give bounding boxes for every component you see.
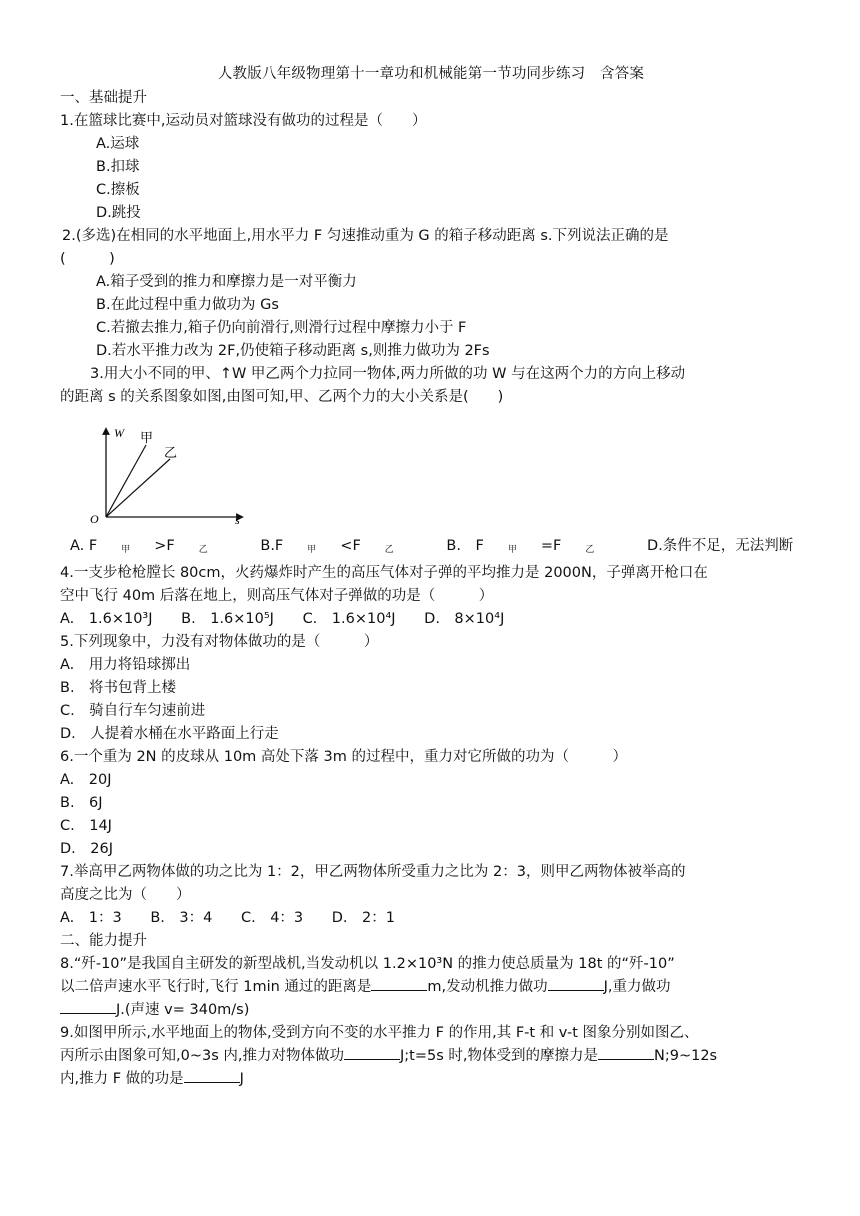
graph-line-yi-label: 乙	[164, 446, 178, 461]
question-9-line3: 内,推力 F 做的功是 J	[60, 1068, 802, 1091]
answer-blank-thrust-work[interactable]	[548, 976, 604, 991]
graph-line-jia	[106, 445, 146, 517]
question-4-stem-cont: 空中飞行 40m 后落在地上，则高压气体对子弹做的功是（ ）	[60, 588, 494, 604]
graph-line-jia-label: 甲	[140, 431, 154, 446]
question-8-line1: 8.“歼-10”是我国自主研发的新型战机,当发动机以 1.2×10³N 的推力使总质量为 18t 的“歼-10”	[60, 956, 675, 972]
graph-origin-label: O	[90, 512, 99, 525]
question-6-option-b: B. 6J	[60, 795, 103, 811]
question-4-options	[60, 608, 802, 631]
question-5-option-d: D. 人提着水桶在水平路面上行走	[60, 726, 279, 742]
graph-y-label: W	[114, 426, 124, 440]
question-2-option-b: B.在此过程中重力做功为 Gs	[96, 297, 279, 313]
question-7-options	[60, 907, 802, 930]
question-5-option-b: B. 将书包背上楼	[60, 680, 177, 696]
question-1-option-b: B.扣球	[96, 159, 140, 175]
question-3-stem-cont: 的距离 s 的关系图象如图,由图可知,甲、乙两个力的大小关系是( )	[60, 389, 504, 405]
question-6-option-d: D. 26J	[60, 841, 114, 857]
answer-blank-gravity-work[interactable]	[60, 999, 116, 1014]
question-6-option-a: A. 20J	[60, 772, 112, 788]
question-3-stem: 3.用大小不同的甲、↑W 甲乙两个力拉同一物体,两力所做的功 W 与在这两个力的方向上移动	[90, 366, 686, 382]
answer-blank-work-0-3s[interactable]	[344, 1045, 400, 1060]
question-2-stem: 2.(多选)在相同的水平地面上,用水平力 F 匀速推动重为 G 的箱子移动距离 s.下列说法正确的是	[62, 228, 669, 244]
question-3-option-a: A. F 甲 >F 乙	[70, 538, 208, 555]
question-1-option-d: D.跳投	[96, 205, 141, 221]
question-4-option-a: A. 1.6×10³J	[60, 611, 153, 627]
question-2-option-c: C.若撤去推力,箱子仍向前滑行,则滑行过程中摩擦力小于 F	[96, 320, 467, 336]
question-4-stem: 4.一支步枪枪膛长 80cm，火药爆炸时产生的高压气体对子弹的平均推力是 2000N，子弹离开枪口在	[60, 565, 708, 581]
answer-blank-distance[interactable]	[371, 976, 427, 991]
answer-blank-friction[interactable]	[598, 1045, 654, 1060]
work-distance-graph	[88, 425, 248, 525]
section-heading-ability: 二、能力提升	[60, 933, 147, 949]
question-5-option-a: A. 用力将铅球掷出	[60, 657, 191, 673]
answer-blank-work-9-12s[interactable]	[184, 1068, 240, 1083]
question-4-option-d: D. 8×10⁴J	[424, 611, 505, 627]
question-4-option-c: C. 1.6×10⁴J	[302, 611, 396, 627]
section-heading-basic: 一、基础提升	[60, 90, 147, 106]
question-1-option-a: A.运球	[96, 136, 140, 152]
question-7-option-c: C. 4：3	[240, 910, 304, 926]
question-7-option-d: D. 2：1	[331, 910, 395, 926]
question-8-line2: 以二倍声速水平飞行时,飞行 1min 通过的距离是 m,发动机推力做功 J,重力做功	[60, 976, 802, 999]
question-7-option-b: B. 3：4	[150, 910, 213, 926]
question-6-stem: 6.一个重为 2N 的皮球从 10m 高处下落 3m 的过程中，重力对它所做的功为（ ）	[60, 749, 627, 765]
question-2-option-a: A.箱子受到的推力和摩擦力是一对平衡力	[96, 274, 357, 290]
question-7-stem-cont: 高度之比为（ ）	[60, 887, 191, 903]
page-title: 人教版八年级物理第十一章功和机械能第一节功同步练习 含答案	[217, 66, 645, 82]
question-2-option-d: D.若水平推力改为 2F,仍使箱子移动距离 s,则推力做功为 2Fs	[96, 343, 490, 359]
question-6-option-c: C. 14J	[60, 818, 112, 834]
question-7-stem: 7.举高甲乙两物体做的功之比为 1：2，甲乙两物体所受重力之比为 2：3，则甲乙两物体被举高的	[60, 864, 686, 880]
question-3-option-c: B. F 甲 =F 乙	[446, 538, 595, 555]
question-3-options	[60, 535, 802, 562]
question-5-option-c: C. 骑自行车匀速前进	[60, 703, 206, 719]
question-5-stem: 5.下列现象中，力没有对物体做功的是（ ）	[60, 634, 379, 650]
question-4-option-b: B. 1.6×10⁵J	[181, 611, 274, 627]
question-2-stem-cont: ( )	[60, 251, 115, 267]
question-3-option-d: D.条件不足，无法判断	[646, 538, 794, 554]
question-7-option-a: A. 1：3	[60, 910, 122, 926]
question-1-stem: 1.在篮球比赛中,运动员对篮球没有做功的过程是（ ）	[60, 113, 427, 129]
question-1-option-c: C.擦板	[96, 182, 140, 198]
question-3-option-b: B.F 甲 <F 乙	[260, 538, 394, 555]
graph-line-yi	[106, 459, 170, 517]
question-9-line2: 丙所示由图象可知,0~3s 内,推力对物体做功 J;t=5s 时,物体受到的摩擦力是 N;9~12s	[60, 1045, 802, 1068]
question-9-line1: 9.如图甲所示,水平地面上的物体,受到方向不变的水平推力 F 的作用,其 F-t 和 v-t 图象分别如图乙、	[60, 1025, 699, 1041]
graph-x-label: s	[235, 513, 240, 525]
question-8-line3: J.(声速 v= 340m/s)	[60, 999, 802, 1022]
